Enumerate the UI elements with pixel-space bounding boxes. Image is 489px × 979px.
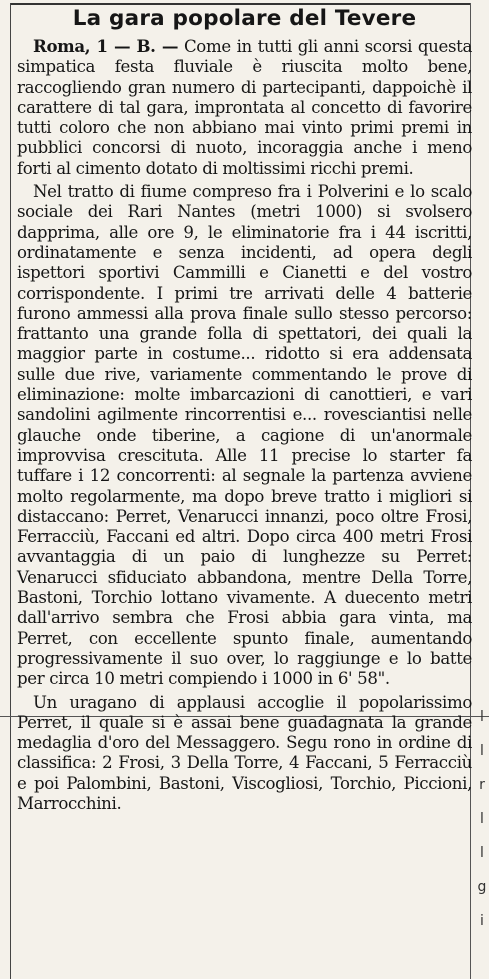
margin-fragments bbox=[477, 700, 487, 938]
article-paragraph-1 bbox=[17, 36, 472, 179]
dateline: Roma, 1 — B. — bbox=[33, 36, 179, 56]
paragraph-text: Come in tutti gli anni scorsi questa simpatica festa fluviale è riuscita molto bene, raccogliendo gran numero di partecipanti, dappoichè il carattere di tal gara, improntata al concetto di favorire tutti coloro che non abbiano mai vinto primi premi in pubblici concorsi di nuoto, incoraggia anche i meno forti al cimento dotato di moltissimi ricchi premi. bbox=[17, 37, 472, 178]
margin-mark: l bbox=[480, 709, 484, 725]
left-column-rule bbox=[10, 3, 11, 979]
margin-mark: r bbox=[479, 777, 485, 793]
margin-mark: i bbox=[480, 913, 484, 929]
margin-mark: g bbox=[477, 879, 487, 895]
article-paragraph-3: Un uragano di applausi accoglie il popolarissimo Perret, il quale si è assai bene guadagnata la grande medaglia d'oro del Messaggero. Segu rono in ordine di classifica: 2 Frosi, 3 Della Torre, 4 Faccani, 5 Ferracciù e poi Palombini, Bastoni, Viscogliosi, Torchio, Piccioni, Marrocchini. bbox=[17, 692, 472, 813]
article-paragraph-2: Nel tratto di fiume compreso fra i Polverini e lo scalo sociale dei Rari Nantes (metri 1000) si svolsero dapprima, alle ore 9, le eliminatorie fra i 44 iscritti, ordinatamente e senza incidenti, ad opera degli ispettori sportivi Cammilli e Cianetti e del vostro corrispondente. I primi tre arrivati delle 4 batterie furono ammessi alla prova finale sullo stesso percorso: frattanto una grande folla di spettatori, dei quali la maggior parte in costume... ridotto si era addensata sulle due rive, variamente commentando le prove di eliminazione: molte imbarcazioni di canottieri, e vari sandolini agilmente rincorrentisi e... rovesciantisi nelle glauche onde tiberine, a cagione di un'anormale improvvisa crescituta. Alle 11 precise lo starter fa tuffare i 12 concorrenti: al segnale la partenza avviene molto regolarmente, ma dopo breve tratto i migliori si distaccano: Perret, Venarucci innanzi, poco oltre Frosi, Ferracciù, Faccani ed altri. Dopo circa 400 metri Frosi avvantaggia di un paio di lunghezze su Perret: Venarucci sfiduciato abbandona, mentre Della Torre, Bastoni, Torchio lottano vivamente. A duecento metri dall'arrivo sembra che Frosi abbia gara vinta, ma Perret, con eccellente spunto finale, aumentando progressivamente il suo over, lo raggiunge e lo batte per circa 10 metri compiendo i 1000 in 6' 58". bbox=[17, 182, 472, 689]
margin-mark: l bbox=[480, 743, 484, 759]
article-title: La gara popolare del Tevere bbox=[72, 6, 417, 31]
article bbox=[17, 4, 472, 814]
margin-mark: l bbox=[480, 845, 484, 861]
margin-mark: l bbox=[480, 811, 484, 827]
